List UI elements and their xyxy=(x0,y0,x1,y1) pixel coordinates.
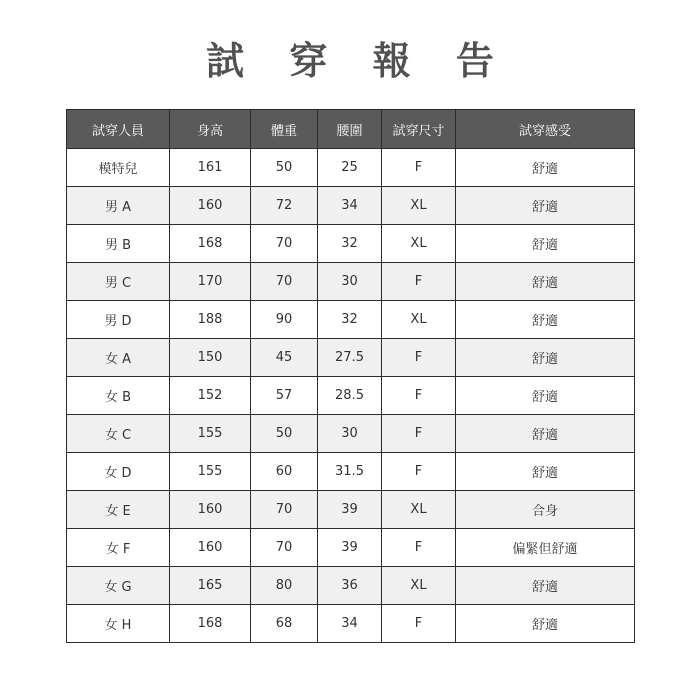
cell-feeling: 偏緊但舒適 xyxy=(456,529,635,567)
header-row xyxy=(67,110,635,149)
table-row xyxy=(67,567,635,605)
fitting-report-table xyxy=(66,109,635,643)
header-tester: 試穿人員 xyxy=(67,110,170,149)
cell-height: 188 xyxy=(170,301,251,339)
cell-waist: 27.5 xyxy=(318,339,382,377)
cell-feeling: 舒適 xyxy=(456,339,635,377)
cell-size: F xyxy=(382,263,456,301)
cell-tester: 女 C xyxy=(67,415,170,453)
cell-tester: 男 D xyxy=(67,301,170,339)
header-waist: 腰圍 xyxy=(318,110,382,149)
cell-size: F xyxy=(382,453,456,491)
cell-weight: 60 xyxy=(251,453,318,491)
table-body xyxy=(67,149,635,643)
cell-tester: 男 B xyxy=(67,225,170,263)
cell-weight: 68 xyxy=(251,605,318,643)
table-row xyxy=(67,339,635,377)
cell-height: 150 xyxy=(170,339,251,377)
cell-waist: 30 xyxy=(318,415,382,453)
table-row xyxy=(67,149,635,187)
cell-size: F xyxy=(382,605,456,643)
cell-height: 165 xyxy=(170,567,251,605)
cell-height: 168 xyxy=(170,225,251,263)
cell-size: XL xyxy=(382,187,456,225)
table-row xyxy=(67,187,635,225)
cell-size: F xyxy=(382,339,456,377)
cell-tester: 女 A xyxy=(67,339,170,377)
cell-weight: 70 xyxy=(251,263,318,301)
cell-weight: 70 xyxy=(251,491,318,529)
page-title: 試 穿 報 告 xyxy=(206,39,510,83)
cell-weight: 70 xyxy=(251,529,318,567)
cell-waist: 39 xyxy=(318,529,382,567)
cell-weight: 45 xyxy=(251,339,318,377)
cell-waist: 34 xyxy=(318,187,382,225)
table-row xyxy=(67,605,635,643)
cell-tester: 女 B xyxy=(67,377,170,415)
cell-size: F xyxy=(382,149,456,187)
cell-feeling: 舒適 xyxy=(456,377,635,415)
cell-weight: 80 xyxy=(251,567,318,605)
cell-size: F xyxy=(382,377,456,415)
cell-waist: 39 xyxy=(318,491,382,529)
cell-weight: 90 xyxy=(251,301,318,339)
cell-size: XL xyxy=(382,567,456,605)
cell-feeling: 舒適 xyxy=(456,263,635,301)
cell-feeling: 舒適 xyxy=(456,225,635,263)
cell-size: F xyxy=(382,529,456,567)
cell-size: XL xyxy=(382,491,456,529)
cell-tester: 女 E xyxy=(67,491,170,529)
cell-waist: 31.5 xyxy=(318,453,382,491)
cell-waist: 34 xyxy=(318,605,382,643)
table-row xyxy=(67,415,635,453)
cell-weight: 50 xyxy=(251,415,318,453)
cell-height: 160 xyxy=(170,491,251,529)
cell-weight: 70 xyxy=(251,225,318,263)
table-row xyxy=(67,263,635,301)
header-height: 身高 xyxy=(170,110,251,149)
cell-tester: 男 C xyxy=(67,263,170,301)
cell-height: 170 xyxy=(170,263,251,301)
cell-feeling: 舒適 xyxy=(456,149,635,187)
cell-weight: 57 xyxy=(251,377,318,415)
cell-weight: 72 xyxy=(251,187,318,225)
cell-feeling: 合身 xyxy=(456,491,635,529)
cell-tester: 女 F xyxy=(67,529,170,567)
cell-feeling: 舒適 xyxy=(456,567,635,605)
cell-height: 155 xyxy=(170,453,251,491)
table-row xyxy=(67,453,635,491)
cell-tester: 女 H xyxy=(67,605,170,643)
cell-waist: 32 xyxy=(318,301,382,339)
header-weight: 體重 xyxy=(251,110,318,149)
cell-size: XL xyxy=(382,225,456,263)
cell-waist: 30 xyxy=(318,263,382,301)
cell-height: 168 xyxy=(170,605,251,643)
cell-feeling: 舒適 xyxy=(456,605,635,643)
cell-tester: 模特兒 xyxy=(67,149,170,187)
cell-size: XL xyxy=(382,301,456,339)
cell-feeling: 舒適 xyxy=(456,415,635,453)
header-size: 試穿尺寸 xyxy=(382,110,456,149)
table-row xyxy=(67,377,635,415)
table-row xyxy=(67,225,635,263)
cell-weight: 50 xyxy=(251,149,318,187)
cell-waist: 28.5 xyxy=(318,377,382,415)
cell-tester: 女 G xyxy=(67,567,170,605)
header-feeling: 試穿感受 xyxy=(456,110,635,149)
cell-height: 160 xyxy=(170,529,251,567)
cell-tester: 男 A xyxy=(67,187,170,225)
cell-height: 161 xyxy=(170,149,251,187)
table-row xyxy=(67,301,635,339)
cell-tester: 女 D xyxy=(67,453,170,491)
table-row xyxy=(67,491,635,529)
cell-height: 152 xyxy=(170,377,251,415)
table-header xyxy=(67,110,635,149)
cell-waist: 36 xyxy=(318,567,382,605)
cell-feeling: 舒適 xyxy=(456,187,635,225)
cell-feeling: 舒適 xyxy=(456,453,635,491)
table-row xyxy=(67,529,635,567)
cell-waist: 25 xyxy=(318,149,382,187)
cell-height: 155 xyxy=(170,415,251,453)
cell-waist: 32 xyxy=(318,225,382,263)
cell-feeling: 舒適 xyxy=(456,301,635,339)
cell-size: F xyxy=(382,415,456,453)
cell-height: 160 xyxy=(170,187,251,225)
